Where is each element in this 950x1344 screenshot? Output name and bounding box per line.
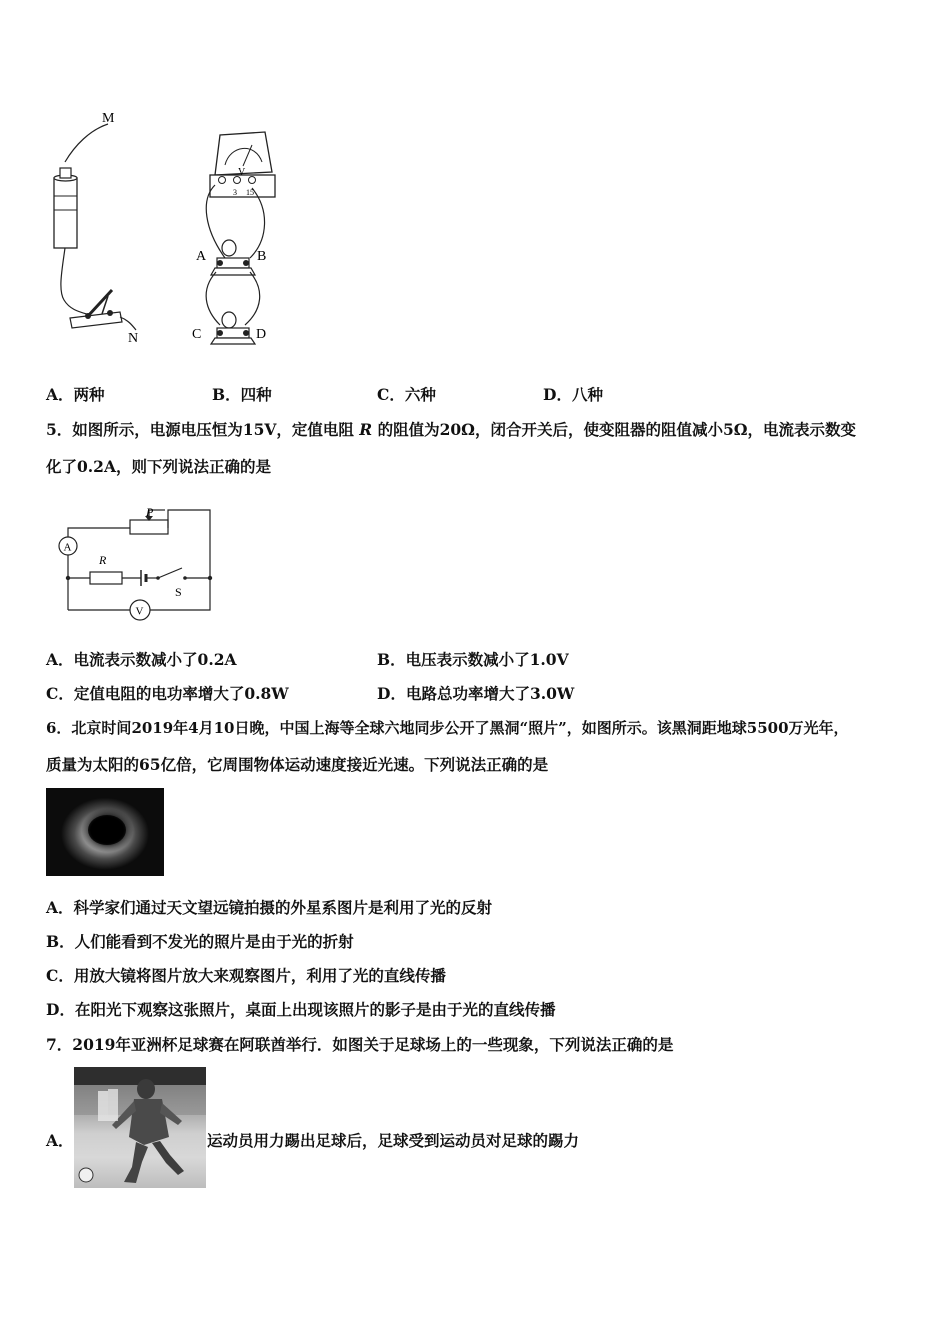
black-hole-photo xyxy=(46,788,164,876)
q7-stem: 7．2019年亚洲杯足球赛在阿联酋举行．如图关于足球场上的一些现象，下列说法正确的是 xyxy=(46,1035,674,1054)
label-m: M xyxy=(102,111,115,126)
q4-option-c: C．六种 xyxy=(377,385,436,404)
label-v: V xyxy=(238,167,246,178)
q5-circuit-figure xyxy=(45,498,225,628)
label-r: R xyxy=(99,553,107,567)
q6-option-c: C．用放大镜将图片放大来观察图片，利用了光的直线传播 xyxy=(46,966,446,985)
q5-stem-line1: 5．如图所示，电源电压恒为15V，定值电阻 R 的阻值为20Ω，闭合开关后，使变阻器的阻值减小5Ω，电流表示数变 xyxy=(46,420,857,439)
q7-option-a-text: 运动员用力踢出足球后，足球受到运动员对足球的踢力 xyxy=(207,1131,580,1150)
label-15: 15 xyxy=(246,188,254,197)
q4-option-d: D．八种 xyxy=(543,385,603,404)
label-a: A xyxy=(196,249,207,264)
label-c: C xyxy=(192,327,202,342)
q5-option-d: D．电路总功率增大了3.0W xyxy=(377,684,575,703)
label-3: 3 xyxy=(233,188,237,197)
q5-option-b: B．电压表示数减小了1.0V xyxy=(377,650,569,669)
q5-stem-line2: 化了0.2A，则下列说法正确的是 xyxy=(46,457,271,476)
label-n: N xyxy=(128,331,139,346)
circuit-kit-figure xyxy=(40,100,290,355)
q4-option-a: A．两种 xyxy=(46,385,105,404)
voltmeter-label: V xyxy=(135,605,144,618)
label-s: S xyxy=(175,585,182,599)
ammeter-label: A xyxy=(63,541,72,554)
q7-option-a-letter: A． xyxy=(46,1131,74,1150)
soccer-player-photo xyxy=(74,1067,206,1188)
q6-option-b: B．人们能看到不发光的照片是由于光的折射 xyxy=(46,932,354,951)
q6-option-a: A．科学家们通过天文望远镜拍摄的外星系图片是利用了光的反射 xyxy=(46,898,493,917)
q5-option-c: C．定值电阻的电功率增大了0.8W xyxy=(46,684,289,703)
q6-stem-line1: 6．北京时间2019年4月10日晚，中国上海等全球六地同步公开了黑洞“照片”，如图所示。该黑洞距地球5500万光年， xyxy=(46,719,849,737)
q4-option-b: B．四种 xyxy=(212,385,272,404)
q6-option-d: D．在阳光下观察这张照片，桌面上出现该照片的影子是由于光的直线传播 xyxy=(46,1000,556,1019)
label-b: B xyxy=(257,249,267,264)
q6-stem-line2: 质量为太阳的65亿倍，它周围物体运动速度接近光速。下列说法正确的是 xyxy=(46,755,549,774)
label-d: D xyxy=(256,327,267,342)
label-p: P xyxy=(146,505,154,519)
q5-option-a: A．电流表示数减小了0.2A xyxy=(46,650,237,669)
